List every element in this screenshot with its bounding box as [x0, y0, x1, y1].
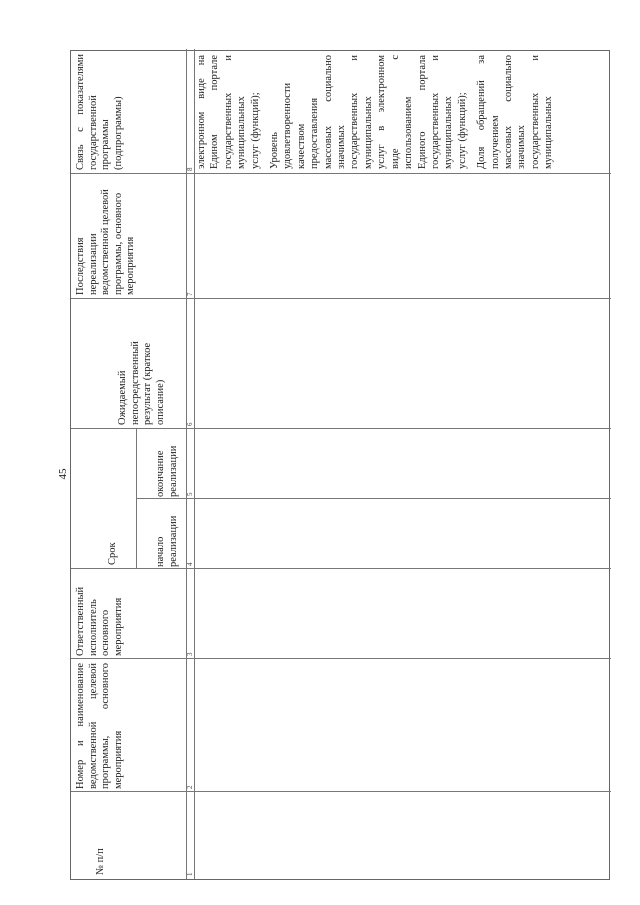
col-border-2	[71, 658, 611, 659]
column-number-5: 5	[186, 492, 194, 496]
header-col-result-text: Ожидаемый непосредственный результат (краткое описание)	[117, 341, 166, 425]
col8-line: государственных и	[529, 55, 541, 169]
col8-line: Едином портале	[209, 55, 221, 169]
header-bottom-line	[186, 49, 187, 879]
col8-line: услуг (функций);	[249, 92, 261, 169]
col8-line: Уровень	[269, 132, 281, 169]
col8-line: получением	[489, 115, 501, 169]
header-col-link	[75, 54, 185, 170]
col-border-4	[136, 498, 611, 499]
col-border-6	[71, 298, 611, 299]
col8-line: муниципальных	[236, 96, 248, 169]
col8-line: предоставления	[309, 97, 321, 169]
header-col-executor-text: Ответственный исполнитель основного мероприятия	[75, 586, 124, 656]
col8-line: значимых	[516, 125, 528, 169]
col8-line: муниципальных	[543, 96, 555, 169]
col-border-7	[71, 173, 611, 174]
srok-divider	[136, 429, 137, 569]
col8-line: электронном виде на	[196, 55, 207, 169]
header-col-consequences	[75, 177, 185, 295]
header-col-number-text: № п/п	[95, 848, 106, 875]
col-border-3	[71, 568, 611, 569]
col8-line: муниципальных	[443, 96, 455, 169]
header-col-term	[107, 435, 129, 565]
header-col-end-text: окончание реализации	[155, 445, 179, 497]
col8-line: Единого портала	[416, 55, 428, 169]
col8-line: виде с	[389, 55, 401, 169]
col8-line: массовых социально	[322, 55, 334, 169]
column-number-3: 3	[186, 652, 194, 656]
header-col-number	[95, 795, 135, 875]
column-number-2: 2	[186, 785, 194, 789]
col8-line: Доля обращений за	[476, 55, 488, 169]
col8-line: муниципальных	[362, 96, 374, 169]
column-number-row-line	[194, 49, 195, 879]
header-col-start-text: начало реализации	[155, 515, 179, 567]
col-border-1	[71, 791, 611, 792]
header-col-executor	[75, 571, 185, 656]
col8-line: значимых	[336, 125, 348, 169]
col8-line: государственных и	[222, 55, 234, 169]
column-number-6: 6	[186, 422, 194, 426]
col8-line: государственных и	[429, 55, 441, 169]
events-table	[70, 50, 610, 880]
rotated-table-container	[70, 50, 610, 880]
col8-line: массовых социально	[502, 55, 514, 169]
header-col-end	[155, 431, 185, 497]
column-number-7: 7	[186, 292, 194, 296]
col8-body-text	[195, 55, 609, 169]
column-number-1: 1	[186, 872, 194, 876]
header-col-term-text: Срок	[107, 542, 118, 565]
header-col-name-text: Номер и наименование ведомственной целевой программы, основного мероприятия	[75, 663, 124, 789]
header-col-link-text: Связь с показателями государственной программы (подпрограммы)	[75, 54, 124, 170]
col8-line: услуг в электронном	[376, 55, 388, 169]
col8-line: услуг (функций);	[456, 92, 468, 169]
column-number-4: 4	[186, 562, 194, 566]
col8-line: использованием	[403, 96, 415, 169]
page-number-text: 45	[57, 468, 69, 480]
header-col-result	[117, 303, 183, 425]
col8-line: качеством	[295, 123, 307, 169]
header-col-start	[155, 501, 185, 567]
col8-line: удовлетворенности	[282, 82, 294, 169]
col8-line: государственных и	[349, 55, 361, 169]
header-col-consequences-text: Последствия нереализации ведомственной целевой программы, основного мероприятия	[75, 189, 137, 295]
col-border-5	[71, 428, 611, 429]
column-number-8: 8	[186, 167, 194, 171]
header-col-name	[75, 663, 185, 789]
